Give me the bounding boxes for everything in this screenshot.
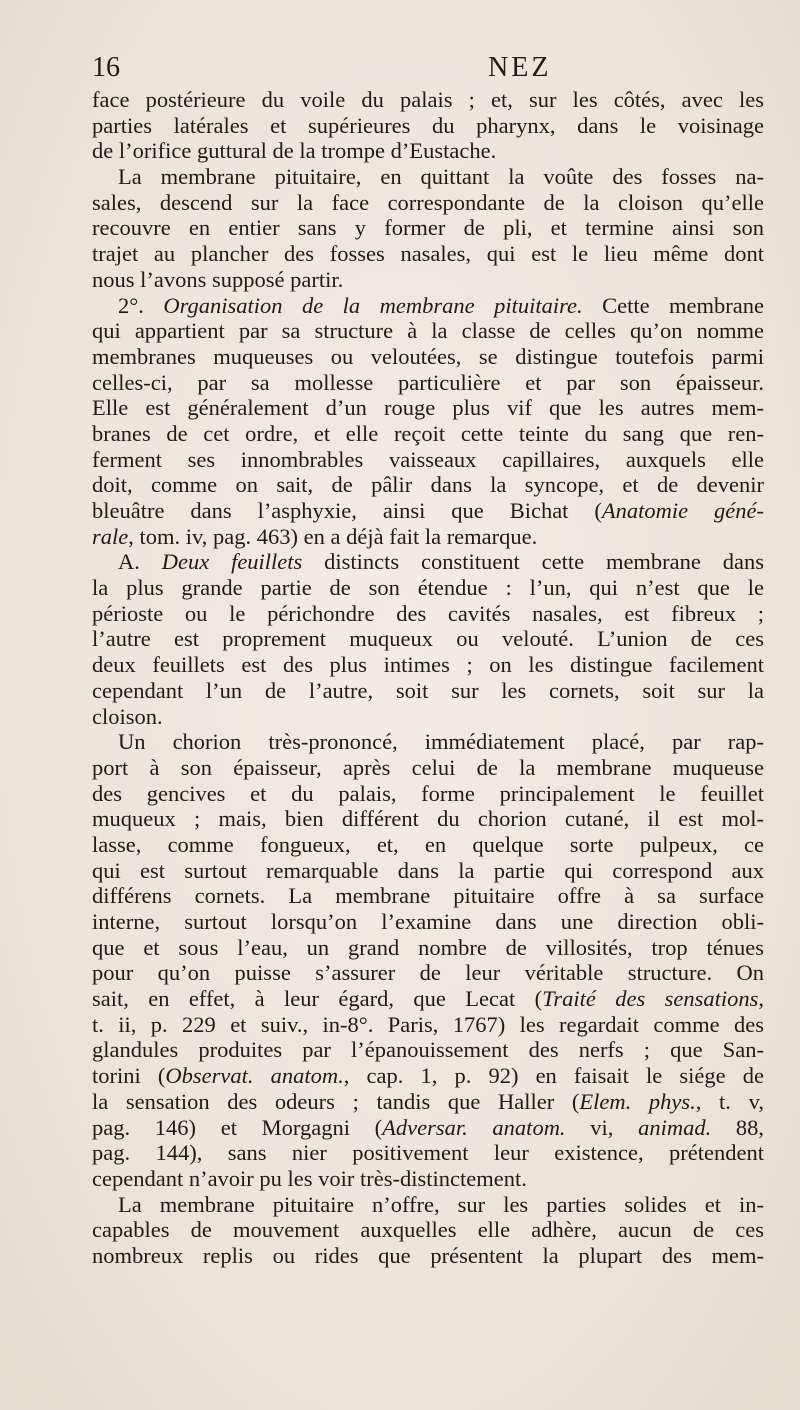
page-header (92, 50, 764, 86)
text-run: 88, (711, 1114, 764, 1140)
text-run: t. ii, p. 229 et suiv., in-8°. Paris, 1767) les regardait comme des (92, 1011, 764, 1037)
text-line (92, 575, 764, 601)
text-run: nous l’avons supposé partir. (92, 266, 344, 292)
text-line (92, 729, 764, 755)
text-line (92, 1115, 764, 1141)
text-line (92, 1089, 764, 1115)
text-line (92, 215, 764, 241)
text-run: cloison. (92, 703, 163, 729)
text-line (92, 1140, 764, 1166)
text-run: parties latérales et supérieures du pharynx, dans le voisinage (92, 112, 764, 138)
text-run: distincts constituent cette membrane dans (302, 549, 764, 575)
text-line (92, 113, 764, 139)
text-run: membranes muqueuses ou veloutées, se distingue toutefois parmi (92, 343, 764, 369)
text-run: , cap. 1, p. 92) en faisait le siége de (343, 1063, 764, 1089)
text-run: muqueux ; mais, bien différent du chorion cutané, il est mol- (92, 806, 764, 832)
text-line (92, 858, 764, 884)
text-run: La membrane pituitaire, en quittant la voûte des fosses na- (118, 164, 764, 190)
text-run: celles-ci, par sa mollesse particulière et par son épaisseur. (92, 369, 764, 395)
text-line (92, 755, 764, 781)
text-run: trajet au plancher des fosses nasales, qui est le lieu même dont (92, 241, 764, 267)
text-run: pour qu’on puisse s’assurer de leur véritable structure. On (92, 960, 764, 986)
text-line (92, 498, 764, 524)
text-run: qui est surtout remarquable dans la partie qui correspond aux (92, 857, 764, 883)
text-run: , t. v, (695, 1088, 764, 1114)
text-run: la plus grande partie de son étendue : l’un, qui n’est que le (92, 575, 764, 601)
text-line (92, 395, 764, 421)
text-line (92, 1243, 764, 1269)
text-run: doit, comme on sait, de pâlir dans la syncope, et de devenir (92, 472, 764, 498)
text-line (92, 447, 764, 473)
text-run: pag. 144), sans nier positivement leur existence, prétendent (92, 1140, 764, 1166)
italic-text: Anatomie géné- (601, 498, 764, 523)
text-line (92, 241, 764, 267)
italic-text: Adversar. anatom. (382, 1114, 566, 1140)
text-line (92, 781, 764, 807)
text-line (92, 960, 764, 986)
text-run: nombreux replis ou rides que présentent la plupart des mem- (92, 1242, 764, 1268)
text-run: bleuâtre dans l’asphyxie, ainsi que Bichat ( (92, 498, 602, 523)
text-line (92, 370, 764, 396)
text-run: La membrane pituitaire n’offre, sur les parties solides et in- (118, 1191, 764, 1217)
text-line (92, 1217, 764, 1243)
text-run: 2°. (118, 292, 164, 318)
text-line (92, 883, 764, 909)
text-line (92, 601, 764, 627)
text-line (92, 344, 764, 370)
running-head: NEZ (488, 52, 552, 83)
text-line (92, 87, 764, 113)
text-run: cependant l’un de l’autre, soit sur les cornets, soit sur la (92, 677, 764, 703)
text-run: face postérieure du voile du palais ; et, sur les côtés, avec les (92, 87, 764, 112)
italic-text: animad. (638, 1114, 712, 1140)
text-line (92, 164, 764, 190)
text-run: des gencives et du palais, forme principalement le feuillet (92, 780, 764, 806)
text-run: capables de mouvement auxquelles elle adhère, aucun de ces (92, 1217, 764, 1243)
text-run: glandules produites par l’épanouissement des nerfs ; que San- (92, 1037, 764, 1063)
text-line (92, 832, 764, 858)
text-run: sales, descend sur la face correspondante de la cloison qu’elle (92, 189, 764, 215)
text-run: que et sous l’eau, un grand nombre de villosités, trop ténues (92, 934, 764, 960)
text-run: A. (118, 549, 162, 575)
text-line (92, 549, 764, 575)
text-line (92, 986, 764, 1012)
body-text (92, 87, 764, 1269)
text-run: recouvre en entier sans y former de pli, et termine ainsi son (92, 215, 764, 241)
text-run: périoste ou le périchondre des cavités nasales, est fibreux ; (92, 600, 764, 626)
text-line (92, 190, 764, 216)
text-run: Elle est généralement d’un rouge plus vif que les autres mem- (92, 395, 764, 421)
italic-text: Observat. anatom. (165, 1063, 344, 1089)
text-run: interne, surtout lorsqu’on l’examine dans une direction obli- (92, 909, 764, 934)
text-run: qui appartient par sa structure à la classe de celles qu’on nomme (92, 318, 764, 344)
text-run: sait, en effet, à leur égard, que Lecat ( (92, 986, 543, 1012)
text-run: torini ( (92, 1063, 166, 1089)
text-run: la sensation des odeurs ; tandis que Haller ( (92, 1088, 580, 1114)
text-line (92, 267, 764, 293)
text-run: ferment ses innombrables vaisseaux capillaires, auxquels elle (92, 446, 764, 472)
text-line (92, 1166, 764, 1192)
italic-text: rale (92, 523, 129, 549)
text-run: deux feuillets est des plus intimes ; on les distingue facilement (92, 652, 764, 678)
text-line (92, 524, 764, 550)
text-line (92, 138, 764, 164)
text-run: Cette membrane (582, 292, 765, 318)
italic-text: Elem. phys. (579, 1088, 696, 1114)
text-line (92, 626, 764, 652)
text-line (92, 1063, 764, 1089)
text-run: branes de cet ordre, et elle reçoit cette teinte du sang que ren- (92, 420, 764, 446)
page-number: 16 (92, 52, 120, 83)
italic-text: Organisation de la membrane pituitaire. (163, 292, 583, 318)
text-line (92, 318, 764, 344)
text-run: différens cornets. La membrane pituitaire offre à sa surface (92, 883, 764, 909)
text-run: pag. 146) et Morgagni ( (92, 1114, 383, 1140)
text-line (92, 1192, 764, 1218)
text-run: , (758, 986, 764, 1012)
italic-text: Deux feuillets (161, 549, 303, 575)
text-run: Un chorion très-prononcé, immédiatement placé, par rap- (118, 729, 764, 755)
text-line (92, 1037, 764, 1063)
text-line (92, 909, 764, 935)
text-line (92, 806, 764, 832)
text-run: vi, (565, 1114, 639, 1140)
italic-text: Traité des sensations (542, 986, 759, 1012)
text-line (92, 1012, 764, 1038)
text-run: cependant n’avoir pu les voir très-distinctement. (92, 1165, 527, 1191)
text-line (92, 472, 764, 498)
text-line (92, 678, 764, 704)
text-line (92, 293, 764, 319)
text-line (92, 421, 764, 447)
text-line (92, 704, 764, 730)
text-run: lasse, comme fongueux, et, en quelque sorte pulpeux, ce (92, 831, 764, 857)
text-run: l’autre est proprement muqueux ou velouté. L’union de ces (92, 626, 764, 652)
text-line (92, 652, 764, 678)
text-run: de l’orifice guttural de la trompe d’Eustache. (92, 138, 497, 164)
text-run: port à son épaisseur, après celui de la membrane muqueuse (92, 754, 764, 780)
text-line (92, 935, 764, 961)
text-run: , tom. iv, pag. 463) en a déjà fait la remarque. (128, 523, 538, 549)
